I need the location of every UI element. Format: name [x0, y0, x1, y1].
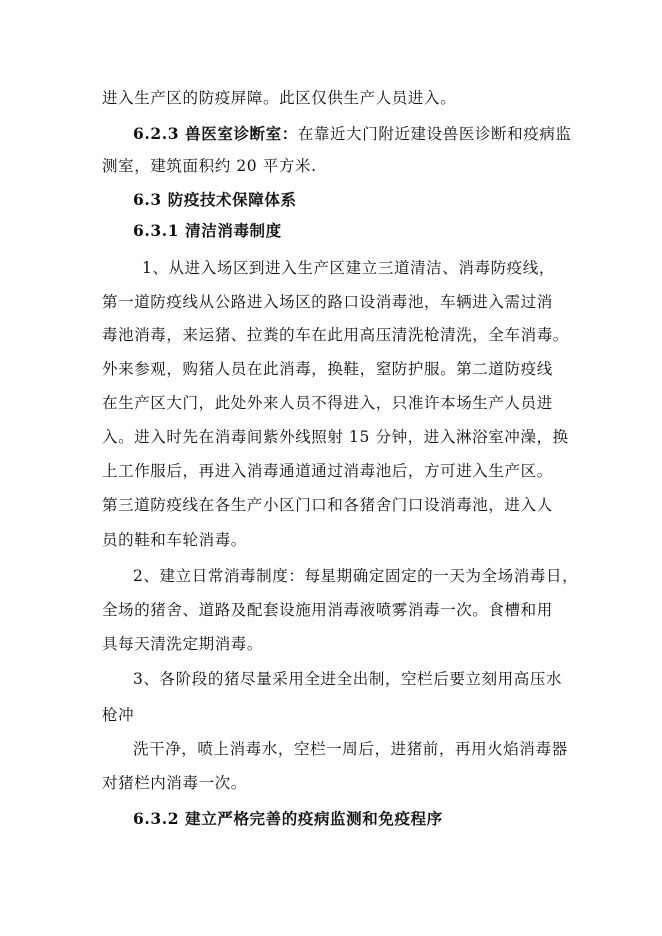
- line-text: 在靠近大门附近建设兽医诊断和疫病监: [297, 125, 572, 143]
- line-text: 2、建立日常消毒制度：每星期确定固定的一天为全场消毒日，: [133, 567, 579, 585]
- subsection-heading-line: [133, 220, 282, 242]
- section-heading-line: [133, 189, 297, 211]
- paragraph-line: [102, 358, 553, 380]
- paragraph-line: [133, 738, 568, 760]
- paragraph-line: [102, 529, 247, 551]
- paragraph-line: [102, 460, 553, 482]
- line-text: 第一道防疫线从公路进入场区的路口设消毒池，车辆进入需过消: [102, 293, 553, 311]
- paragraph-line: [102, 704, 134, 726]
- line-text: 具每天清洗定期消毒。: [102, 635, 264, 653]
- line-text: 对猪栏内消毒一次。: [102, 774, 247, 792]
- line-text: 1、从进入场区到进入生产区建立三道清洁、消毒防疫线，: [142, 259, 555, 277]
- paragraph-line: [102, 494, 553, 516]
- line-text: 第三道防疫线在各生产小区门口和各猪舍门口设消毒池，进入人: [102, 496, 553, 514]
- line-text: 3、各阶段的猪尽量采用全进全出制，空栏后要立刻用高压水: [133, 670, 563, 688]
- line-text: 测室，建筑面积约 20 平方米.: [102, 157, 317, 175]
- line-text: 毒池消毒，来运猪、拉粪的车在此用高压清洗枪清洗，全车消毒。: [102, 326, 569, 344]
- paragraph-line: [133, 565, 578, 587]
- paragraph-line: [102, 155, 317, 177]
- paragraph-line: [142, 257, 555, 279]
- line-text: 外来参观，购猪人员在此消毒，换鞋，窒防护服。第二道防疫线: [102, 360, 553, 378]
- line-text: 洗干净，喷上消毒水，空栏一周后，进猪前，再用火焰消毒器: [133, 740, 568, 758]
- paragraph-line: [102, 633, 263, 655]
- subsection-heading: 6.3.2 建立严格完善的疫病监测和免疫程序: [133, 809, 443, 828]
- section-heading: 6.2.3 兽医室诊断室：: [133, 124, 298, 143]
- paragraph-line: [102, 392, 553, 414]
- line-text: 员的鞋和车轮消毒。: [102, 531, 247, 549]
- section-heading-line: [133, 123, 572, 145]
- subsection-heading: 6.3.1 清洁消毒制度: [133, 221, 282, 240]
- line-text: 在生产区大门，此处外来人员不得进入，只准许本场生产人员进: [102, 394, 553, 412]
- paragraph-line: [102, 291, 553, 313]
- subsection-heading-line: [133, 808, 443, 830]
- line-text: 入。进入时先在消毒间紫外线照射 15 分钟，进入淋浴室冲澡，换: [102, 428, 569, 446]
- paragraph-line: [102, 599, 553, 621]
- paragraph-line: [133, 668, 562, 690]
- line-text: 进入生产区的防疫屏障。此区仅供生产人员进入。: [102, 89, 457, 107]
- paragraph-line: [102, 426, 569, 448]
- paragraph-line: [102, 324, 569, 346]
- line-text: 枪冲: [102, 706, 135, 724]
- paragraph-line: [102, 87, 456, 109]
- line-text: 上工作服后，再进入消毒通道通过消毒池后，方可进入生产区。: [102, 462, 553, 480]
- paragraph-line: [102, 772, 247, 794]
- line-text: 全场的猪舍、道路及配套设施用消毒液喷雾消毒一次。食槽和用: [102, 601, 553, 619]
- section-heading: 6.3 防疫技术保障体系: [133, 190, 297, 209]
